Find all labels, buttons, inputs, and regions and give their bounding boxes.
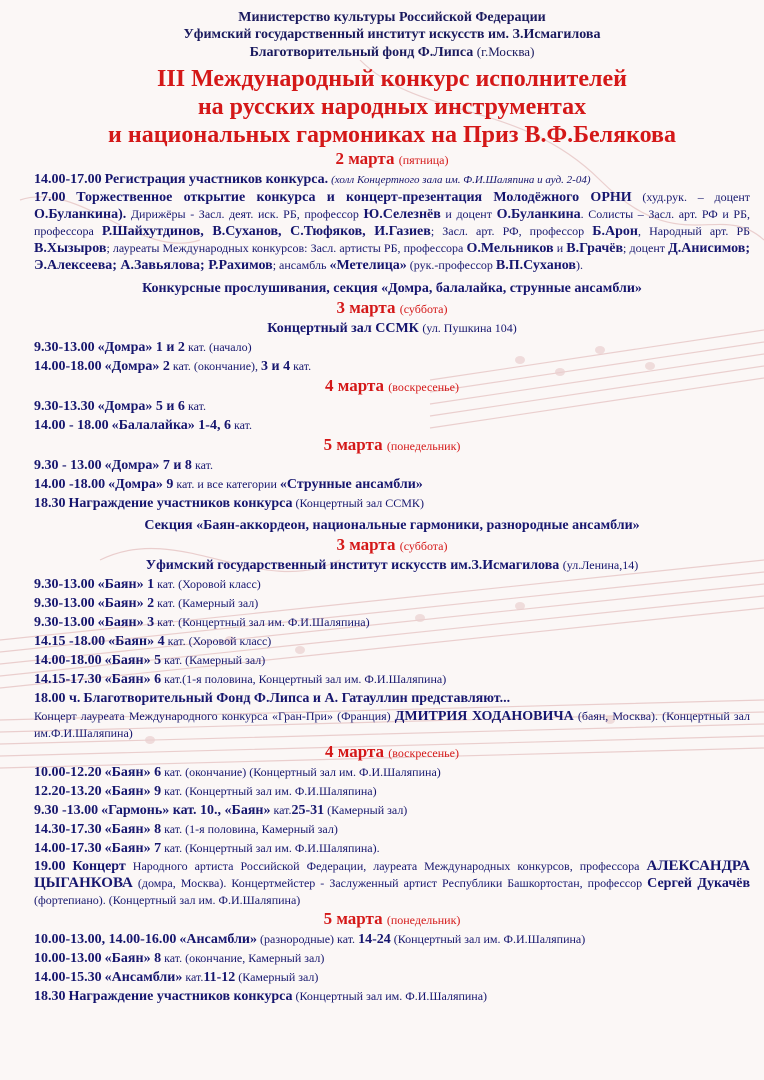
details: кат. [191, 458, 213, 472]
details: кат. [270, 803, 292, 817]
schedule-row [34, 987, 750, 1006]
details-extra: (Концертный зал им. Ф.И.Шаляпина) [390, 932, 586, 946]
weekday: (пятница) [398, 153, 449, 167]
performer: ДМИТРИЯ ХОДАНОВИЧА [394, 709, 574, 724]
details: кат. [184, 399, 206, 413]
event-extra: 25-31 [291, 803, 325, 818]
event: «Домра» 2 [104, 359, 170, 374]
details: кат. (окончание, Камерный зал) [161, 951, 325, 965]
title-line-1: III Международный конкурс исполнителей [157, 66, 627, 92]
schedule-list [34, 397, 750, 435]
venue-address: (ул.Ленина,14) [562, 558, 639, 572]
opening-paragraph [34, 189, 750, 274]
time: 10.00-12.20 [34, 765, 102, 780]
schedule-row [34, 357, 750, 376]
details: (Концертный зал ССМК) [292, 496, 424, 510]
event: «Баян» 5 [104, 653, 162, 668]
schedule-row [34, 801, 750, 820]
date: 4 марта [325, 376, 385, 395]
event: «Баян» 1 [97, 577, 155, 592]
event-extra: 11-12 [203, 970, 236, 985]
weekday: (суббота) [399, 302, 448, 316]
place: (холл Концертного зала им. Ф.И.Шаляпина и ауд. 2-04) [331, 174, 591, 186]
text: ; доцент [623, 241, 665, 255]
details: кат. (Концертный зал им. Ф.И.Шаляпина). [161, 841, 380, 855]
concert-description [34, 858, 750, 909]
event: «Баян» 9 [104, 784, 162, 799]
weekday: (воскресенье) [388, 746, 459, 760]
event: «Баян» 6 [104, 672, 162, 687]
time: 9.30-13.00 [34, 615, 95, 630]
section-heading: Конкурсные прослушивания, секция «Домра, балалайка, струнные ансамбли» [142, 281, 642, 296]
ensemble: «Метелица» [329, 258, 407, 273]
schedule-row [34, 475, 750, 494]
schedule-row [34, 170, 750, 189]
date: 2 марта [335, 149, 395, 168]
date-heading [34, 909, 750, 930]
event: «Ансамбли» [104, 970, 183, 985]
venue [34, 556, 750, 575]
date: 3 марта [336, 298, 396, 317]
details-extra: (Камерный зал) [324, 803, 408, 817]
date: 4 марта [325, 742, 385, 761]
event: Концерт [72, 859, 126, 874]
text: . Солисты – Засл. арт. РФ и РБ, профессора [34, 207, 750, 238]
venue-name: Концертный зал ССМК [267, 321, 419, 336]
person: О.Буланкина [496, 207, 581, 222]
venue [34, 319, 750, 338]
details-extra: кат. [290, 359, 312, 373]
event: «Баян» 8 [104, 951, 162, 966]
date-heading [34, 149, 750, 170]
time: 14.00 - 18.00 [34, 418, 109, 433]
time: 10.00-13.00, 14.00-16.00 [34, 932, 177, 947]
schedule-list [34, 338, 750, 376]
weekday: (понедельник) [386, 913, 461, 927]
event-extra: 3 и 4 [261, 359, 291, 374]
org-fund [34, 43, 750, 61]
time: 18.00 ч. [34, 691, 81, 706]
details: кат.(1-я половина, Концертный зал им. Ф.И.Шаляпина) [161, 672, 447, 686]
time: 12.20-13.20 [34, 784, 102, 799]
time: 18.30 [34, 496, 66, 511]
time: 18.30 [34, 989, 66, 1004]
weekday: (суббота) [399, 539, 448, 553]
header [34, 0, 750, 61]
event: «Балалайка» 1-4, 6 [111, 418, 231, 433]
schedule-row [34, 782, 750, 801]
event: «Домра» 5 и 6 [97, 399, 185, 414]
concert-description [34, 708, 750, 742]
person: О.Буланкина). [34, 207, 127, 222]
time: 17.00 [34, 190, 66, 205]
schedule-list [34, 763, 750, 858]
event: «Баян» 4 [108, 634, 165, 649]
schedule-row [34, 613, 750, 632]
person: О.Мельников [466, 241, 554, 256]
venue-address: (ул. Пушкина 104) [422, 321, 517, 335]
text: (худ.рук. – доцент [642, 190, 751, 204]
date: 5 марта [323, 909, 383, 928]
date-heading [34, 435, 750, 456]
event: «Домра» 9 [108, 477, 174, 492]
time: 9.30-13.30 [34, 399, 95, 414]
details: кат. (Хоровой класс) [154, 577, 261, 591]
details: кат. (Концертный зал им. Ф.И.Шаляпина) [161, 784, 377, 798]
details: кат. [230, 418, 252, 432]
section-heading: Секция «Баян-аккордеон, национальные гармоники, разнородные ансамбли» [144, 518, 640, 533]
date-heading [34, 298, 750, 319]
schedule-list [34, 930, 750, 1006]
time: 9.30 - 13.00 [34, 458, 102, 473]
event: «Баян» 3 [97, 615, 155, 630]
person: В.Грачёв [566, 241, 624, 256]
schedule-row [34, 839, 750, 858]
text: и доцент [445, 207, 492, 221]
text: ; ансамбль [272, 258, 327, 272]
accompanist: Сергей Дукачёв [647, 876, 751, 891]
text: Народного артиста Российской Федерации, лауреата Международных конкурсов, профессора [132, 859, 640, 873]
time: 14.15-17.30 [34, 672, 102, 687]
event-extra: 14-24 [358, 932, 391, 947]
event: «Баян» 7 [104, 841, 162, 856]
person: Ю.Селезнёв [363, 207, 441, 222]
schedule-row [34, 930, 750, 949]
details: кат. (начало) [184, 340, 252, 354]
venue-name: Уфимский государственный институт искусств им.З.Исмагилова [145, 558, 560, 573]
schedule-row [34, 632, 750, 651]
org-fund-city: (г.Москва) [476, 44, 535, 59]
schedule-row [34, 338, 750, 357]
event: Благотворительный Фонд Ф.Липса и А. Гатауллин представляют... [83, 691, 511, 706]
text: Концерт лауреата Международного конкурса «Гран-При» (Франция) [34, 709, 391, 723]
org-institute: Уфимский государственный институт искусств им. З.Исмагилова [183, 27, 601, 42]
details-extra: (Камерный зал) [235, 970, 319, 984]
event: Награждение участников конкурса [68, 496, 293, 511]
schedule-row [34, 820, 750, 839]
title-line-3: и национальных гармониках на Приз В.Ф.Белякова [108, 122, 676, 148]
time: 10.00-13.00 [34, 951, 102, 966]
person: Д.Анисимов; Э.Алексеева; А.Завьялова; Р.Рахимов [34, 241, 750, 273]
date: 5 марта [323, 435, 383, 454]
date: 3 марта [336, 535, 396, 554]
time: 9.30-13.00 [34, 340, 95, 355]
text: ). [576, 258, 583, 272]
time: 14.00-17.00 [34, 172, 102, 187]
schedule-row [34, 689, 750, 708]
person: Б.Арон [592, 224, 638, 239]
schedule-row [34, 670, 750, 689]
date-heading [34, 376, 750, 397]
details: (разнородные) кат. [257, 932, 359, 946]
schedule-row [34, 651, 750, 670]
time: 14.00-18.00 [34, 653, 102, 668]
event: «Домра» 7 и 8 [104, 458, 192, 473]
details: кат. [182, 970, 204, 984]
schedule-row [34, 397, 750, 416]
weekday: (понедельник) [386, 439, 461, 453]
event: «Баян» 2 [97, 596, 155, 611]
person: В.П.Суханов [495, 258, 576, 273]
event: «Баян» 8 [104, 822, 162, 837]
event: «Ансамбли» [179, 932, 257, 947]
text: (фортепиано). (Концертный зал им. Ф.И.Шаляпина) [34, 893, 301, 907]
org-fund-name: Благотворительный фонд Ф.Липса [249, 45, 474, 60]
time: 14.00-17.30 [34, 841, 102, 856]
time: 9.30-13.00 [34, 577, 95, 592]
details: кат. (окончание) (Концертный зал им. Ф.И.Шаляпина) [161, 765, 441, 779]
person: Р.Шайхутдинов, В.Суханов, С.Тюфяков, И.Газиев [101, 224, 431, 239]
time: 14.00-15.30 [34, 970, 102, 985]
schedule-list [34, 575, 750, 689]
details: (Концертный зал им. Ф.И.Шаляпина) [292, 989, 488, 1003]
performer: АЛЕКСАНДРА ЦЫГАНКОВА [34, 858, 750, 891]
time: 14.15 -18.00 [34, 634, 106, 649]
time: 19.00 [34, 859, 66, 874]
weekday: (воскресенье) [388, 380, 459, 394]
text: (рук.-профессор [409, 258, 493, 272]
details: кат. (Камерный зал) [161, 653, 266, 667]
schedule-row [34, 594, 750, 613]
text: Дирижёры - Засл. деят. иск. РБ, профессор [130, 207, 359, 221]
text: ; Засл. арт. РФ, профессор [430, 224, 585, 238]
schedule-row [34, 949, 750, 968]
time: 14.00 -18.00 [34, 477, 106, 492]
text: , Народный арт. РБ [637, 224, 751, 238]
time: 14.00-18.00 [34, 359, 102, 374]
event: Регистрация участников конкурса. [104, 172, 329, 187]
details: кат. (1-я половина, Камерный зал) [161, 822, 338, 836]
date-heading [34, 535, 750, 556]
event-extra: «Струнные ансамбли» [279, 477, 423, 492]
date-heading [34, 742, 750, 763]
text: ; лауреаты Международных конкурсов: Засл. артисты РБ, профессора [106, 241, 464, 255]
details: кат. (окончание), [169, 359, 262, 373]
person: В.Хызыров [34, 241, 107, 256]
text: (баян, Москва). (Концертный зал им.Ф.И.Шаляпина) [34, 709, 751, 740]
event: «Гармонь» кат. 10., «Баян» [101, 803, 271, 818]
event: «Домра» 1 и 2 [97, 340, 185, 355]
schedule-row [34, 456, 750, 475]
event: «Баян» 6 [104, 765, 162, 780]
text: (домра, Москва). Концертмейстер - Заслуженный артист Республики Башкортостан, профессор [137, 876, 643, 890]
page-title [34, 65, 750, 149]
schedule-list [34, 456, 750, 513]
title-line-2: на русских народных инструментах [197, 94, 587, 120]
event: Награждение участников конкурса [68, 989, 293, 1004]
schedule-row [34, 968, 750, 987]
schedule-row [34, 416, 750, 435]
event: Торжественное открытие конкурса и концерт-презентация Молодёжного ОРНИ [76, 190, 632, 205]
schedule-row [34, 763, 750, 782]
text: и [556, 241, 564, 255]
details: кат. и все категории [173, 477, 280, 491]
details: кат. (Концертный зал им. Ф.И.Шаляпина) [154, 615, 370, 629]
schedule-row [34, 494, 750, 513]
time: 9.30 -13.00 [34, 803, 99, 818]
time: 14.30-17.30 [34, 822, 102, 837]
schedule-row [34, 575, 750, 594]
org-ministry: Министерство культуры Российской Федерации [238, 10, 546, 25]
details: кат. (Хоровой класс) [164, 634, 272, 648]
time: 9.30-13.00 [34, 596, 95, 611]
details: кат. (Камерный зал) [154, 596, 259, 610]
